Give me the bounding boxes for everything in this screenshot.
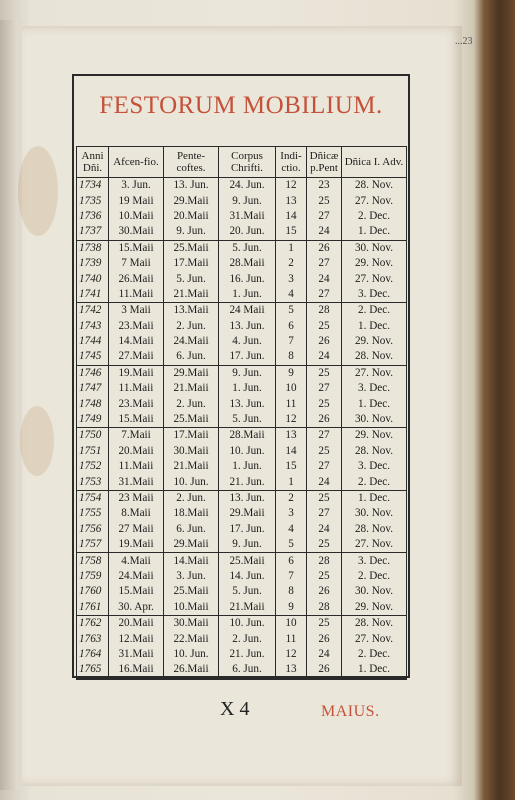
table-row (77, 490, 407, 506)
table-row (77, 365, 407, 381)
year-cell: 1763 (77, 631, 109, 646)
indiction-cell: 14 (276, 209, 307, 224)
advent-cell: 2. Dec. (342, 209, 407, 224)
moveable-feasts-table (76, 146, 407, 680)
corpus-christi-cell: 13. Jun. (219, 319, 276, 334)
year-cell: 1734 (77, 178, 109, 194)
advent-cell: 27. Nov. (342, 365, 407, 381)
year-cell: 1738 (77, 240, 109, 256)
sundays-cell: 27 (307, 256, 342, 271)
ascension-cell: 24.Maii (109, 569, 164, 584)
year-cell: 1757 (77, 537, 109, 553)
advent-cell: 3. Dec. (342, 459, 407, 474)
year-cell: 1748 (77, 396, 109, 411)
table-row (77, 444, 407, 459)
ascension-cell: 16.Maii (109, 662, 164, 678)
pentecost-cell: 6. Jun. (164, 522, 219, 537)
sundays-cell: 28 (307, 553, 342, 569)
sundays-cell: 25 (307, 193, 342, 208)
table-row (77, 615, 407, 631)
pentecost-cell: 17.Maii (164, 428, 219, 444)
signature-mark: X 4 (220, 698, 250, 720)
year-cell: 1745 (77, 349, 109, 365)
indiction-cell: 6 (276, 553, 307, 569)
corpus-christi-cell: 25.Maii (219, 553, 276, 569)
pentecost-cell: 2. Jun. (164, 396, 219, 411)
advent-cell: 27. Nov. (342, 631, 407, 646)
table-row (77, 240, 407, 256)
water-stain (18, 146, 58, 236)
indiction-cell: 15 (276, 224, 307, 240)
sundays-cell: 24 (307, 271, 342, 286)
table-row (77, 209, 407, 224)
corpus-christi-cell: 16. Jun. (219, 271, 276, 286)
year-cell: 1747 (77, 381, 109, 396)
advent-cell: 29. Nov. (342, 428, 407, 444)
corpus-christi-cell: 5. Jun. (219, 240, 276, 256)
indiction-cell: 1 (276, 474, 307, 490)
year-cell: 1754 (77, 490, 109, 506)
sundays-cell: 25 (307, 396, 342, 411)
year-cell: 1740 (77, 271, 109, 286)
advent-cell: 27. Nov. (342, 537, 407, 553)
advent-cell: 28. Nov. (342, 615, 407, 631)
sundays-cell: 27 (307, 459, 342, 474)
left-page-edge (0, 20, 18, 790)
advent-cell: 3. Dec. (342, 287, 407, 303)
ascension-cell: 27 Maii (109, 522, 164, 537)
sundays-cell: 27 (307, 209, 342, 224)
indiction-cell: 3 (276, 271, 307, 286)
year-cell: 1744 (77, 334, 109, 349)
header-year: Anni Dñi. (77, 147, 109, 178)
advent-cell: 28. Nov. (342, 444, 407, 459)
pentecost-cell: 25.Maii (164, 584, 219, 599)
corner-mark: ...23 (455, 36, 473, 47)
ascension-cell: 11.Maii (109, 287, 164, 303)
advent-cell: 28. Nov. (342, 349, 407, 365)
advent-cell: 29. Nov. (342, 334, 407, 349)
corpus-christi-cell: 5. Jun. (219, 412, 276, 428)
table-header-row (77, 147, 407, 178)
year-cell: 1761 (77, 600, 109, 616)
header-indiction: Indi-ctio. (276, 147, 307, 178)
indiction-cell: 14 (276, 444, 307, 459)
table-row (77, 647, 407, 662)
table-row (77, 256, 407, 271)
sundays-cell: 26 (307, 240, 342, 256)
corpus-christi-cell: 28.Maii (219, 428, 276, 444)
year-cell: 1758 (77, 553, 109, 569)
ascension-cell: 27.Maii (109, 349, 164, 365)
indiction-cell: 6 (276, 319, 307, 334)
advent-cell: 1. Dec. (342, 396, 407, 411)
indiction-cell: 9 (276, 600, 307, 616)
indiction-cell: 1 (276, 240, 307, 256)
table-row (77, 303, 407, 319)
table-body (77, 178, 407, 679)
corpus-christi-cell: 4. Jun. (219, 334, 276, 349)
corpus-christi-cell: 9. Jun. (219, 537, 276, 553)
table-row (77, 178, 407, 194)
corpus-christi-cell: 10. Jun. (219, 615, 276, 631)
advent-cell: 27. Nov. (342, 193, 407, 208)
ascension-cell: 19 Maii (109, 193, 164, 208)
ascension-cell: 12.Maii (109, 631, 164, 646)
corpus-christi-cell: 5. Jun. (219, 584, 276, 599)
pentecost-cell: 29.Maii (164, 365, 219, 381)
sundays-cell: 24 (307, 647, 342, 662)
pentecost-cell: 21.Maii (164, 381, 219, 396)
pentecost-cell: 21.Maii (164, 287, 219, 303)
sundays-cell: 28 (307, 600, 342, 616)
year-cell: 1765 (77, 662, 109, 678)
indiction-cell: 5 (276, 537, 307, 553)
pentecost-cell: 5. Jun. (164, 271, 219, 286)
pentecost-cell: 9. Jun. (164, 224, 219, 240)
corpus-christi-cell: 21.Maii (219, 600, 276, 616)
pentecost-cell: 13.Maii (164, 303, 219, 319)
indiction-cell: 11 (276, 396, 307, 411)
table-row (77, 600, 407, 616)
year-cell: 1759 (77, 569, 109, 584)
header-pentecost: Pente-coftes. (164, 147, 219, 178)
indiction-cell: 13 (276, 428, 307, 444)
advent-cell: 2. Dec. (342, 303, 407, 319)
pentecost-cell: 20.Maii (164, 209, 219, 224)
page-title: FESTORUM MOBILIUM. (99, 92, 383, 119)
indiction-cell: 11 (276, 631, 307, 646)
ascension-cell: 26.Maii (109, 271, 164, 286)
ascension-cell: 8.Maii (109, 506, 164, 521)
sundays-cell: 24 (307, 522, 342, 537)
sundays-cell: 26 (307, 584, 342, 599)
advent-cell: 1. Dec. (342, 224, 407, 240)
water-stain (20, 406, 54, 476)
pentecost-cell: 2. Jun. (164, 319, 219, 334)
sundays-cell: 26 (307, 334, 342, 349)
year-cell: 1746 (77, 365, 109, 381)
corpus-christi-cell: 1. Jun. (219, 287, 276, 303)
ascension-cell: 19.Maii (109, 365, 164, 381)
ascension-cell: 31.Maii (109, 647, 164, 662)
table-row (77, 271, 407, 286)
ascension-cell: 10.Maii (109, 209, 164, 224)
year-cell: 1752 (77, 459, 109, 474)
corpus-christi-cell: 14. Jun. (219, 569, 276, 584)
sundays-cell: 24 (307, 349, 342, 365)
indiction-cell: 8 (276, 349, 307, 365)
sundays-cell: 27 (307, 428, 342, 444)
ascension-cell: 7 Maii (109, 256, 164, 271)
advent-cell: 1. Dec. (342, 662, 407, 678)
pentecost-cell: 10. Jun. (164, 647, 219, 662)
ascension-cell: 3 Maii (109, 303, 164, 319)
year-cell: 1743 (77, 319, 109, 334)
pentecost-cell: 30.Maii (164, 615, 219, 631)
table-row (77, 287, 407, 303)
sundays-cell: 25 (307, 490, 342, 506)
indiction-cell: 4 (276, 287, 307, 303)
indiction-cell: 10 (276, 615, 307, 631)
advent-cell: 30. Nov. (342, 506, 407, 521)
corpus-christi-cell: 10. Jun. (219, 444, 276, 459)
advent-cell: 28. Nov. (342, 522, 407, 537)
pentecost-cell: 10. Jun. (164, 474, 219, 490)
sundays-cell: 26 (307, 662, 342, 678)
indiction-cell: 5 (276, 303, 307, 319)
table-row (77, 193, 407, 208)
corpus-christi-cell: 13. Jun. (219, 490, 276, 506)
sundays-cell: 25 (307, 365, 342, 381)
pentecost-cell: 22.Maii (164, 631, 219, 646)
indiction-cell: 9 (276, 365, 307, 381)
sundays-cell: 23 (307, 178, 342, 194)
advent-cell: 2. Dec. (342, 647, 407, 662)
table-row (77, 569, 407, 584)
ascension-cell: 20.Maii (109, 615, 164, 631)
ascension-cell: 7.Maii (109, 428, 164, 444)
table-row (77, 584, 407, 599)
pentecost-cell: 30.Maii (164, 444, 219, 459)
sundays-cell: 27 (307, 506, 342, 521)
table-row (77, 522, 407, 537)
pentecost-cell: 21.Maii (164, 459, 219, 474)
pentecost-cell: 14.Maii (164, 553, 219, 569)
table-row (77, 662, 407, 678)
indiction-cell: 12 (276, 647, 307, 662)
sundays-cell: 25 (307, 537, 342, 553)
corpus-christi-cell: 13. Jun. (219, 396, 276, 411)
catchword: MAIUS. (321, 703, 380, 720)
ascension-cell: 4.Maii (109, 553, 164, 569)
corpus-christi-cell: 2. Jun. (219, 631, 276, 646)
sundays-cell: 25 (307, 569, 342, 584)
year-cell: 1764 (77, 647, 109, 662)
pentecost-cell: 3. Jun. (164, 569, 219, 584)
corpus-christi-cell: 1. Jun. (219, 459, 276, 474)
advent-cell: 29. Nov. (342, 256, 407, 271)
corpus-christi-cell: 24 Maii (219, 303, 276, 319)
year-cell: 1739 (77, 256, 109, 271)
indiction-cell: 13 (276, 662, 307, 678)
advent-cell: 27. Nov. (342, 271, 407, 286)
indiction-cell: 4 (276, 522, 307, 537)
indiction-cell: 15 (276, 459, 307, 474)
corpus-christi-cell: 21. Jun. (219, 474, 276, 490)
ascension-cell: 14.Maii (109, 334, 164, 349)
ascension-cell: 23 Maii (109, 490, 164, 506)
table-row (77, 459, 407, 474)
sundays-cell: 26 (307, 631, 342, 646)
pentecost-cell: 25.Maii (164, 412, 219, 428)
corpus-christi-cell: 9. Jun. (219, 365, 276, 381)
year-cell: 1749 (77, 412, 109, 428)
sundays-cell: 24 (307, 474, 342, 490)
year-cell: 1753 (77, 474, 109, 490)
year-cell: 1762 (77, 615, 109, 631)
ascension-cell: 11.Maii (109, 459, 164, 474)
advent-cell: 3. Dec. (342, 381, 407, 396)
header-first-advent: Dñica I. Adv. (342, 147, 407, 178)
sundays-cell: 26 (307, 412, 342, 428)
ascension-cell: 30.Maii (109, 224, 164, 240)
ascension-cell: 15.Maii (109, 240, 164, 256)
sundays-cell: 25 (307, 319, 342, 334)
indiction-cell: 12 (276, 178, 307, 194)
table-row (77, 224, 407, 240)
advent-cell: 29. Nov. (342, 600, 407, 616)
indiction-cell: 7 (276, 569, 307, 584)
sundays-cell: 24 (307, 224, 342, 240)
advent-cell: 3. Dec. (342, 553, 407, 569)
year-cell: 1755 (77, 506, 109, 521)
ascension-cell: 15.Maii (109, 584, 164, 599)
corpus-christi-cell: 20. Jun. (219, 224, 276, 240)
ascension-cell: 15.Maii (109, 412, 164, 428)
table-row (77, 537, 407, 553)
pentecost-cell: 10.Maii (164, 600, 219, 616)
corpus-christi-cell: 17. Jun. (219, 522, 276, 537)
pentecost-cell: 18.Maii (164, 506, 219, 521)
pentecost-cell: 13. Jun. (164, 178, 219, 194)
sundays-cell: 25 (307, 615, 342, 631)
table-row (77, 412, 407, 428)
year-cell: 1760 (77, 584, 109, 599)
sundays-cell: 27 (307, 381, 342, 396)
pentecost-cell: 29.Maii (164, 537, 219, 553)
year-cell: 1742 (77, 303, 109, 319)
pentecost-cell: 17.Maii (164, 256, 219, 271)
year-cell: 1750 (77, 428, 109, 444)
advent-cell: 30. Nov. (342, 240, 407, 256)
ascension-cell: 31.Maii (109, 474, 164, 490)
pentecost-cell: 26.Maii (164, 662, 219, 678)
corpus-christi-cell: 21. Jun. (219, 647, 276, 662)
year-cell: 1736 (77, 209, 109, 224)
year-cell: 1741 (77, 287, 109, 303)
year-cell: 1751 (77, 444, 109, 459)
table-row (77, 319, 407, 334)
corpus-christi-cell: 24. Jun. (219, 178, 276, 194)
table-row (77, 396, 407, 411)
corpus-christi-cell: 17. Jun. (219, 349, 276, 365)
advent-cell: 30. Nov. (342, 584, 407, 599)
indiction-cell: 2 (276, 256, 307, 271)
pentecost-cell: 24.Maii (164, 334, 219, 349)
indiction-cell: 7 (276, 334, 307, 349)
corpus-christi-cell: 1. Jun. (219, 381, 276, 396)
header-corpus-christi: Corpus Chrifti. (219, 147, 276, 178)
indiction-cell: 12 (276, 412, 307, 428)
indiction-cell: 10 (276, 381, 307, 396)
ascension-cell: 3. Jun. (109, 178, 164, 194)
advent-cell: 2. Dec. (342, 474, 407, 490)
corpus-christi-cell: 31.Maii (219, 209, 276, 224)
indiction-cell: 8 (276, 584, 307, 599)
table-row (77, 474, 407, 490)
pentecost-cell: 29.Maii (164, 193, 219, 208)
year-cell: 1737 (77, 224, 109, 240)
table-row (77, 631, 407, 646)
ascension-cell: 23.Maii (109, 396, 164, 411)
corpus-christi-cell: 6. Jun. (219, 662, 276, 678)
table-row (77, 334, 407, 349)
sundays-cell: 28 (307, 303, 342, 319)
corpus-christi-cell: 9. Jun. (219, 193, 276, 208)
indiction-cell: 2 (276, 490, 307, 506)
year-cell: 1735 (77, 193, 109, 208)
table-row (77, 553, 407, 569)
table-row (77, 506, 407, 521)
pentecost-cell: 25.Maii (164, 240, 219, 256)
pentecost-cell: 2. Jun. (164, 490, 219, 506)
advent-cell: 2. Dec. (342, 569, 407, 584)
ascension-cell: 11.Maii (109, 381, 164, 396)
table-row (77, 428, 407, 444)
table-row (77, 349, 407, 365)
advent-cell: 1. Dec. (342, 319, 407, 334)
table-row (77, 381, 407, 396)
pentecost-cell: 6. Jun. (164, 349, 219, 365)
header-sundays-after-pentecost: Dñicæ p.Pent (307, 147, 342, 178)
advent-cell: 1. Dec. (342, 490, 407, 506)
advent-cell: 30. Nov. (342, 412, 407, 428)
ascension-cell: 20.Maii (109, 444, 164, 459)
indiction-cell: 13 (276, 193, 307, 208)
ascension-cell: 30. Apr. (109, 600, 164, 616)
indiction-cell: 3 (276, 506, 307, 521)
sundays-cell: 25 (307, 444, 342, 459)
year-cell: 1756 (77, 522, 109, 537)
header-ascension: Afcen-fio. (109, 147, 164, 178)
ascension-cell: 19.Maii (109, 537, 164, 553)
corpus-christi-cell: 28.Maii (219, 256, 276, 271)
advent-cell: 28. Nov. (342, 178, 407, 194)
corpus-christi-cell: 29.Maii (219, 506, 276, 521)
ascension-cell: 23.Maii (109, 319, 164, 334)
sundays-cell: 27 (307, 287, 342, 303)
